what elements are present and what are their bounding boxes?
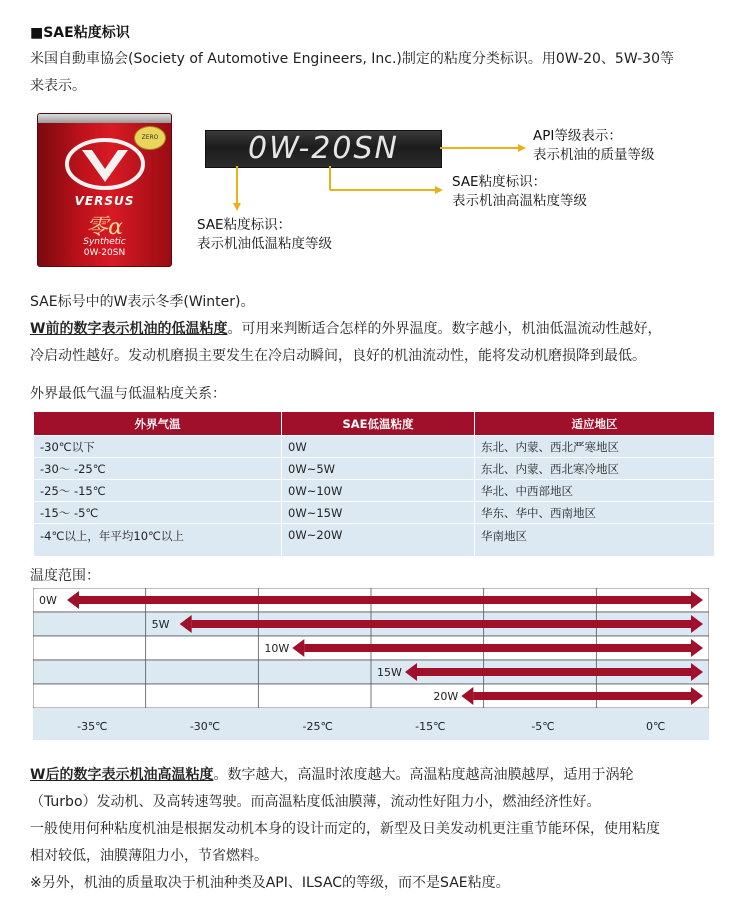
range-bar-label: 15W (377, 666, 402, 679)
general-line-2: 相对较低，油膜薄阻力小，节省燃料。 (30, 848, 268, 864)
table-row (34, 436, 715, 458)
cell-region: 华北、中西部地区 (475, 480, 715, 502)
can-brand-text: VERSUS (74, 194, 135, 208)
w-front-rest-1: 。可用来判断适合怎样的外界温度。数字越小，机油低温流动性越好， (227, 321, 662, 337)
cell-viscosity: 0W~15W (282, 502, 475, 524)
cell-viscosity: 0W (282, 436, 475, 458)
w-back-line-2: （Turbo）发动机、及高转速驾驶。而高温粘度低油膜薄，流动性好阻力小，燃油经济性好。 (30, 794, 601, 810)
range-bar-label: 0W (39, 594, 57, 607)
w-back-line-1 (30, 762, 633, 789)
x-tick-label: -30℃ (189, 720, 221, 733)
api-annotation-title: API等级表示： (533, 128, 622, 144)
general-line-1: 一般使用何种粘度机油是根据发动机本身的设计而定的，新型及日美发动机更注重节能环保，使用粘度 (30, 821, 660, 837)
cell-viscosity: 0W~5W (282, 458, 475, 480)
w-meaning-text: SAE标号中的W表示冬季(Winter)。 (30, 294, 255, 310)
cell-temperature: -30～ -25℃ (34, 458, 282, 480)
x-tick-label: 0℃ (645, 720, 666, 733)
can-line-text: Synthetic (83, 237, 126, 247)
intro-line-1: 米国自動車協会(Society of Automotive Engineers, Inc.)制定的粘度分类标识。用0W-20、5W-30等 (30, 51, 674, 67)
table-header-row (34, 412, 715, 436)
w-back-emphasis: W后的数字表示机油高温粘度 (30, 767, 214, 783)
range-bar-label: 10W (264, 642, 290, 655)
can-badge: ZERO (134, 126, 166, 150)
range-bar-label: 5W (151, 618, 170, 631)
cell-viscosity: 0W~20W (282, 524, 475, 557)
chart-axis-band (33, 708, 709, 740)
grade-display: 0W-20SN (205, 130, 442, 168)
header-low-temp-viscosity: SAE低温粘度 (282, 412, 475, 436)
table-row (34, 524, 715, 557)
range-bar-shaft (192, 620, 691, 628)
cell-temperature: -25～ -15℃ (34, 480, 282, 502)
can-series-mark: 零α (86, 215, 123, 240)
header-region: 适应地区 (475, 412, 715, 436)
table-row (34, 458, 715, 480)
range-chart-title: 温度范围： (30, 568, 100, 584)
range-bar-shaft (417, 668, 691, 676)
callout-arrows (0, 0, 750, 270)
x-tick-label: -5℃ (531, 720, 555, 733)
sae-low-annotation-title: SAE粘度标识： (197, 217, 292, 233)
cell-region: 华南地区 (475, 524, 715, 557)
cell-region: 东北、内蒙、西北严寒地区 (475, 436, 715, 458)
range-bar-shaft (473, 692, 691, 700)
can-grade-text: 0W-20SN (83, 248, 126, 258)
x-tick-label: -15℃ (415, 720, 446, 733)
sae-low-annotation-desc: 表示机油低温粘度等级 (197, 236, 332, 252)
viscosity-table (33, 411, 715, 557)
range-bar-label: 20W (433, 690, 459, 703)
table-title: 外界最低气温与低温粘度关系： (30, 386, 226, 402)
cell-region: 东北、内蒙、西北寒冷地区 (475, 458, 715, 480)
intro-line-2: 来表示。 (30, 78, 86, 94)
sae-high-annotation-desc: 表示机油高温粘度等级 (452, 193, 587, 209)
cell-temperature: -30℃以下 (34, 436, 282, 458)
range-bar-shaft (304, 644, 691, 652)
cell-temperature: -4℃以上，年平均10℃以上 (34, 524, 282, 557)
w-front-line-2: 冷启动性越好。发动机磨损主要发生在冷启动瞬间，良好的机油流动性，能将发动机磨损降到最低。 (30, 348, 646, 364)
w-front-emphasis: W前的数字表示机油的低温粘度 (30, 321, 228, 337)
x-tick-label: -35℃ (77, 720, 108, 733)
table-row (34, 480, 715, 502)
cell-viscosity: 0W~10W (282, 480, 475, 502)
cell-temperature: -15～ -5℃ (34, 502, 282, 524)
section-heading: ■SAE粘度标识 (30, 25, 130, 41)
temperature-range-chart (33, 588, 709, 740)
footnote: ※另外，机油的质量取决于机油种类及API、ILSAC的等级，而不是SAE粘度。 (30, 875, 510, 891)
table-row (34, 502, 715, 524)
x-tick-label: -25℃ (302, 720, 333, 733)
cell-region: 华东、华中、西南地区 (475, 502, 715, 524)
header-temperature: 外界气温 (34, 412, 282, 436)
api-annotation-desc: 表示机油的质量等级 (533, 147, 655, 163)
range-bar-shaft (79, 596, 691, 604)
w-front-line-1 (30, 316, 661, 343)
w-back-rest-1: 。数字越大，高温时浓度越大。高温粘度越高油膜越厚，适用于涡轮 (213, 767, 634, 783)
sae-high-annotation-title: SAE粘度标识： (452, 174, 547, 190)
